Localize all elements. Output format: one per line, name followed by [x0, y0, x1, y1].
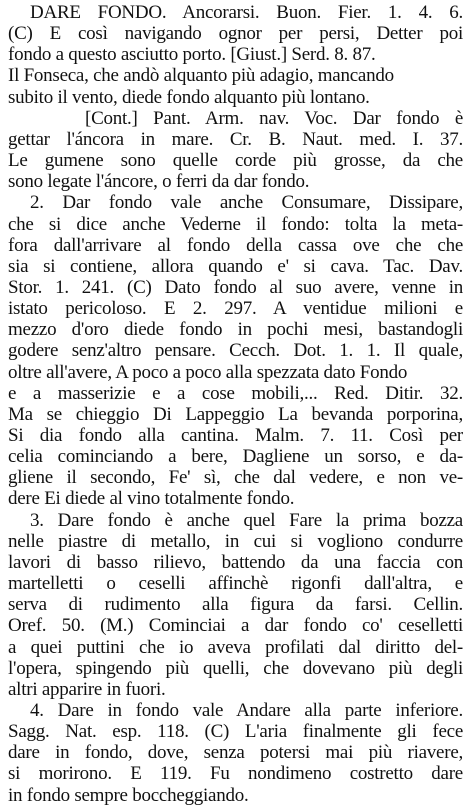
entry-line: oltre all'avere, A poco a poco alla spezzata dato Fondo [8, 361, 408, 383]
entry-line: nelle piastre di metallo, in cui si vogliono condurre [8, 530, 463, 552]
entry-line: in fondo sempre boccheggiando. [8, 784, 249, 806]
entry-line: dere Ei diede al vino totalmente fondo. [8, 488, 295, 510]
entry-line: che si dice anche Vederne il fondo: tolta la meta- [8, 213, 463, 235]
entry-line: lavori di basso rilievo, battendo da una faccia con [8, 551, 463, 573]
entry-line: subito il vento, diede fondo alquanto più lontano. [8, 86, 370, 108]
entry-line: fora dall'arrivare al fondo della cassa ove che che [8, 234, 463, 256]
entry-line: 4. Dare in fondo vale Andare alla parte inferiore. [30, 699, 463, 721]
entry-line: DARE FONDO. Ancorarsi. Buon. Fier. 1. 4. 6. [30, 2, 463, 23]
entry-line: dare in fondo, dove, senza potersi mai più riavere, [8, 742, 463, 764]
entry-line: sia si contiene, allora quando e' si cava. Tac. Dav. [8, 255, 463, 277]
entry-line: Oref. 50. (M.) Cominciai a dar fondo co' ceselletti [8, 615, 463, 637]
entry-line: [Cont.] Pant. Arm. nav. Voc. Dar fondo è [85, 107, 463, 129]
entry-line: altri apparire in fuori. [8, 678, 166, 700]
entry-line: sono legate l'áncore, o ferri da dar fondo. [8, 171, 310, 193]
entry-line: 2. Dar fondo vale anche Consumare, Dissipare, [30, 192, 463, 214]
entry-line: Ma se chieggio Di Lappeggio La bevanda porporina, [8, 403, 463, 425]
entry-line: gettar l'áncora in mare. Cr. B. Naut. med. I. 37. [8, 128, 463, 150]
entry-line: 3. Dare fondo è anche quel Fare la prima bozza [30, 509, 463, 531]
entry-line: Si dia fondo alla cantina. Malm. 7. 11. Così per [8, 425, 463, 446]
entry-line: godere senz'altro pensare. Cecch. Dot. 1. 1. Il quale, [8, 340, 463, 362]
entry-line: e a masserizie e a cose mobili,... Red. Ditir. 32. [8, 382, 463, 404]
entry-line: Stor. 1. 241. (C) Dato fondo al suo avere, venne in [8, 276, 463, 298]
entry-line: martelletti o ceselli affinchè rigonfi dall'altra, e [8, 573, 463, 595]
entry-line: serva di rudimento alla figura da farsi. Cellin. [8, 594, 463, 616]
entry-line: celia cominciando a bere, Dagliene un sorso, e da- [8, 446, 463, 468]
entry-line: gliene il secondo, Fe' sì, che dal vedere, e non ve- [8, 467, 463, 489]
entry-line: Sagg. Nat. esp. 118. (C) L'aria finalmente gli fece [8, 721, 463, 743]
entry-line: istato pericoloso. E 2. 297. A ventidue milioni e [8, 298, 463, 320]
entry-line: si morirono. E 119. Fu nondimeno costretto dare [8, 763, 463, 785]
entry-line: fondo a questo asciutto porto. [Giust.] Serd. 8. 87. [8, 44, 376, 66]
entry-line: (C) E così navigando ognor per persi, Detter poi [8, 23, 463, 45]
entry-line: Le gumene sono quelle corde più grosse, da che [8, 150, 463, 172]
entry-line: Il Fonseca, che andò alquanto più adagio, mancando [8, 65, 394, 87]
entry-line: mezzo d'oro diede fondo in pochi mesi, bastandogli [8, 319, 463, 341]
entry-line: a quei puttini che io aveva profilati dal diritto del- [8, 636, 463, 658]
entry-line: l'opera, spingendo più quelli, che dovevano più degli [8, 657, 463, 679]
